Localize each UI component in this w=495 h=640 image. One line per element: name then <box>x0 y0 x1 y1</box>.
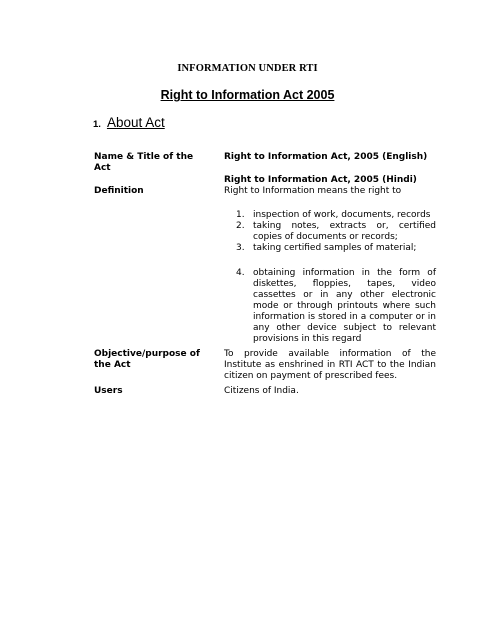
list-item-text: taking notes, extracts or, certified copies of documents or records; <box>253 221 436 242</box>
label-objective: Objective/purpose of the Act <box>94 349 200 370</box>
label-name-title: Name & Title of the Act <box>94 152 194 173</box>
label-definition: Definition <box>94 186 144 196</box>
section-title: About Act <box>106 115 165 130</box>
list-item <box>236 268 436 345</box>
section-heading <box>93 114 165 132</box>
list-item-number: 4. <box>236 268 245 278</box>
definition-list <box>236 210 436 254</box>
document-title: Right to Information Act 2005 <box>160 88 335 102</box>
document-header: INFORMATION UNDER RTI <box>177 63 318 74</box>
list-item <box>236 221 436 243</box>
list-item-number: 3. <box>236 243 245 253</box>
list-item-text: obtaining information in the form of diskettes, floppies, tapes, video cassettes or in any other electronic mode or through printouts where such information is stored in a computer or in any other device subject to relevant provisions in this regard <box>253 268 436 344</box>
list-item <box>236 243 436 254</box>
list-item-text: inspection of work, documents, records <box>253 210 431 220</box>
list-item-text: taking certified samples of material; <box>253 243 417 253</box>
label-users: Users <box>94 386 123 396</box>
section-number: 1. <box>93 119 101 130</box>
value-definition-intro: Right to Information means the right to <box>224 186 402 196</box>
value-objective: To provide available information of the Institute as enshrined in RTI ACT to the Indian citizen on payment of prescribed fees. <box>224 349 436 381</box>
definition-list-continued <box>236 268 436 345</box>
value-name-hindi: Right to Information Act, 2005 (Hindi) <box>224 175 417 185</box>
value-users: Citizens of India. <box>224 386 299 396</box>
list-item <box>236 210 436 221</box>
value-name-english: Right to Information Act, 2005 (English) <box>224 152 428 162</box>
list-item-number: 1. <box>236 210 245 220</box>
list-item-number: 2. <box>236 221 245 231</box>
